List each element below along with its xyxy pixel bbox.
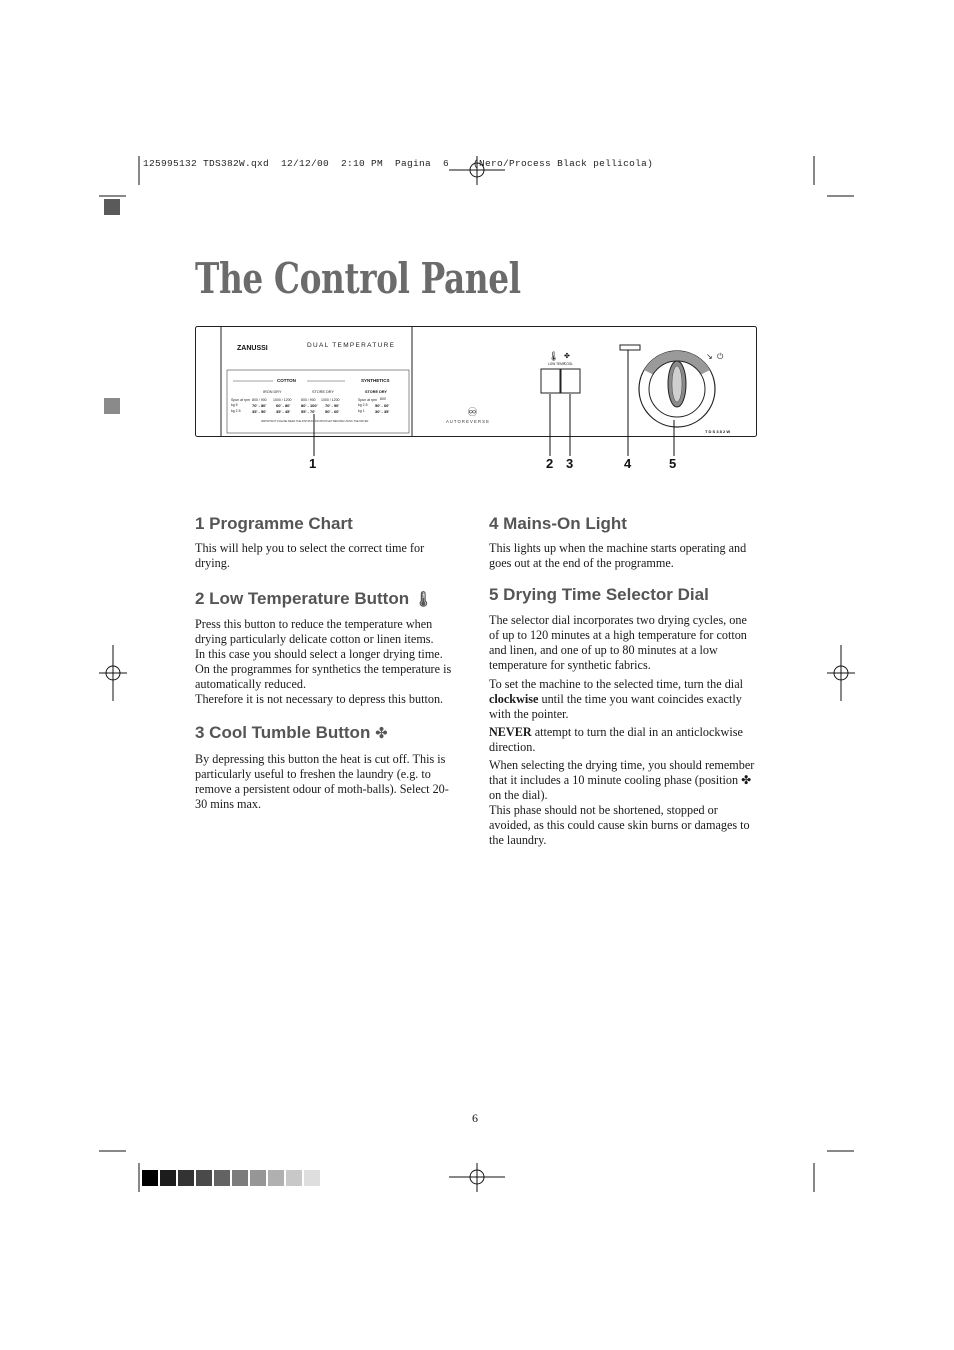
kg25-label: kg 2.5 [231,409,241,413]
text-dial-3b: attempt to turn the dial in an anticlockwise direction. [489,725,743,754]
heading-low-temp [195,589,460,609]
file-info-line: 125995132 TDS382W.qxd 12/12/00 2:10 PM Pagina 6 (Nero/Process Black pellicola) [143,158,654,169]
cool-tumble-button-shape [561,369,580,393]
heading-mains-on: 4 Mains-On Light [489,514,627,533]
heading-low-temp-text: 2 Low Temperature Button [195,589,410,608]
text-mains-on: This lights up when the machine starts operating and goes out at the end of the programme. [489,541,747,570]
row2-time-4: 30' - 35' [375,409,390,414]
text-dial-5: This phase should not be shortened, stopped or avoided, as this could cause skin burns or damages to the laundry. [489,803,750,847]
text-programme-chart: This will help you to select the correct time for drying. [195,541,425,570]
synthetics-label: SYNTHETICS [361,378,390,383]
row1-time-2: 80' - 100' [301,403,318,408]
callout-4: 4 [624,456,632,471]
row1-time-3: 70' - 90' [325,403,340,408]
text-dial-4a: When selecting the drying time, you should remember that it includes a 10 minute cooling phase (position [489,758,755,787]
row2-time-0: 35' - 50' [252,409,267,414]
heading-cool-tumble [195,723,460,743]
panel-model-name: DUAL TEMPERATURE [307,342,396,349]
callout-1: 1 [309,456,317,471]
row2-time-3: 50' - 60' [325,409,340,414]
text-dial-2c: until the time you want coincides exactly with the pointer. [489,692,742,721]
text-low-temp-1: Press this button to reduce the temperature when drying particularly delicate cotton or linen items. [195,617,434,646]
row1-time-0: 70' - 80' [252,403,267,408]
text-dial-2 [489,677,757,722]
registration-mark-bottom [449,1163,505,1192]
model-code: T D S 3 8 2 W [705,429,731,434]
rpm-c: 800 / 900 [301,398,316,402]
rpm-a: 800 / 900 [252,398,267,402]
panel-brand: ZANUSSI [237,345,268,352]
callout-3: 3 [566,456,574,471]
cool-text: COOL [564,362,574,366]
cool-icon: ✤ [564,352,570,360]
section-selector-dial [489,585,757,848]
text-cool-tumble: By depressing this button the heat is cut off. This is particularly useful to freshen the laundry (e.g. to remove a persistent odour of moth-balls). Select 20-30 mins max. [195,752,449,811]
text-low-temp-3: On the programmes for synthetics the temperature is automatically reduced. [195,662,452,691]
registration-mark-left [99,645,127,701]
selector-dial-shape [639,351,715,427]
page-number: 6 [472,1111,478,1125]
low-temp-icon: 🌡 [548,352,560,362]
section-low-temp [195,589,460,707]
text-low-temp-2: In this case you should select a longer drying time. [195,647,443,661]
low-temp-button-shape [541,369,560,393]
section-mains-on [489,514,757,571]
autoreverse-text: A U T O R E V E R S E [446,419,489,424]
spin-label: Spun at rpm [231,398,251,402]
callout-5: 5 [669,456,677,471]
fan-inline-icon: ✤ [741,773,752,787]
rpm-d: 1000 / 1200 [321,398,340,402]
section-programme-chart [195,514,460,571]
fan-icon: ✤ [375,724,388,742]
text-dial-2b: clockwise [489,692,539,706]
chart-note: IMPORTANT: PLEASE READ THE INSTRUCTION BOOKLET BEFORE USING THE DRYER [261,420,369,423]
thermometer-icon: 🌡 [413,590,433,608]
heading-selector-dial: 5 Drying Time Selector Dial [489,585,709,604]
syn-spin-label: Spun at rpm [358,398,378,402]
control-panel-illustration [195,326,757,438]
row2-time-2: 55' - 70' [301,409,316,414]
registration-mark-right [827,645,855,701]
text-dial-3 [489,725,757,755]
store-dry-syn-label: STORE DRY [365,390,387,394]
autoreverse-logo-icon: ♾ [467,405,478,419]
dial-arrow-icon: ↘ [706,352,713,361]
low-temp-text: LOW TEMP [548,362,565,366]
text-dial-3a: NEVER [489,725,532,739]
callout-2: 2 [546,456,554,471]
section-cool-tumble [195,723,460,812]
text-low-temp-4: Therefore it is not necessary to depress this button. [195,692,444,706]
cotton-label: COTTON [277,378,296,383]
syn-kg1-label: kg 1 [358,409,365,413]
mains-on-light-shape [620,345,640,350]
syn-kg25-label: kg 2.5 [358,403,368,407]
rpm-syn: 800 [380,397,386,401]
row2-time-1: 35' - 45' [276,409,291,414]
text-dial-1: The selector dial incorporates two drying cycles, one of up to 120 minutes at a high temperature for cotton and linen, and one of up to 80 minutes at a low temperature for synthetic fabrics. [489,613,747,672]
iron-dry-label: IRON DRY [263,390,282,394]
rpm-b: 1000 / 1200 [273,398,292,402]
text-dial-2a: To set the machine to the selected time, turn the dial [489,677,743,691]
heading-cool-tumble-text: 3 Cool Tumble Button [195,723,371,742]
kg5-label: kg 5 [231,403,238,407]
heading-programme-chart: 1 Programme Chart [195,514,353,533]
row1-time-1: 60' - 80' [276,403,291,408]
store-dry-label: STORE DRY [312,390,335,394]
text-dial-4b: on the dial). [489,788,548,802]
power-icon: ⏻ [717,352,724,361]
row1-time-4: 50' - 60' [375,403,390,408]
page-title: The Control Panel [195,254,521,303]
text-dial-4 [489,758,757,803]
